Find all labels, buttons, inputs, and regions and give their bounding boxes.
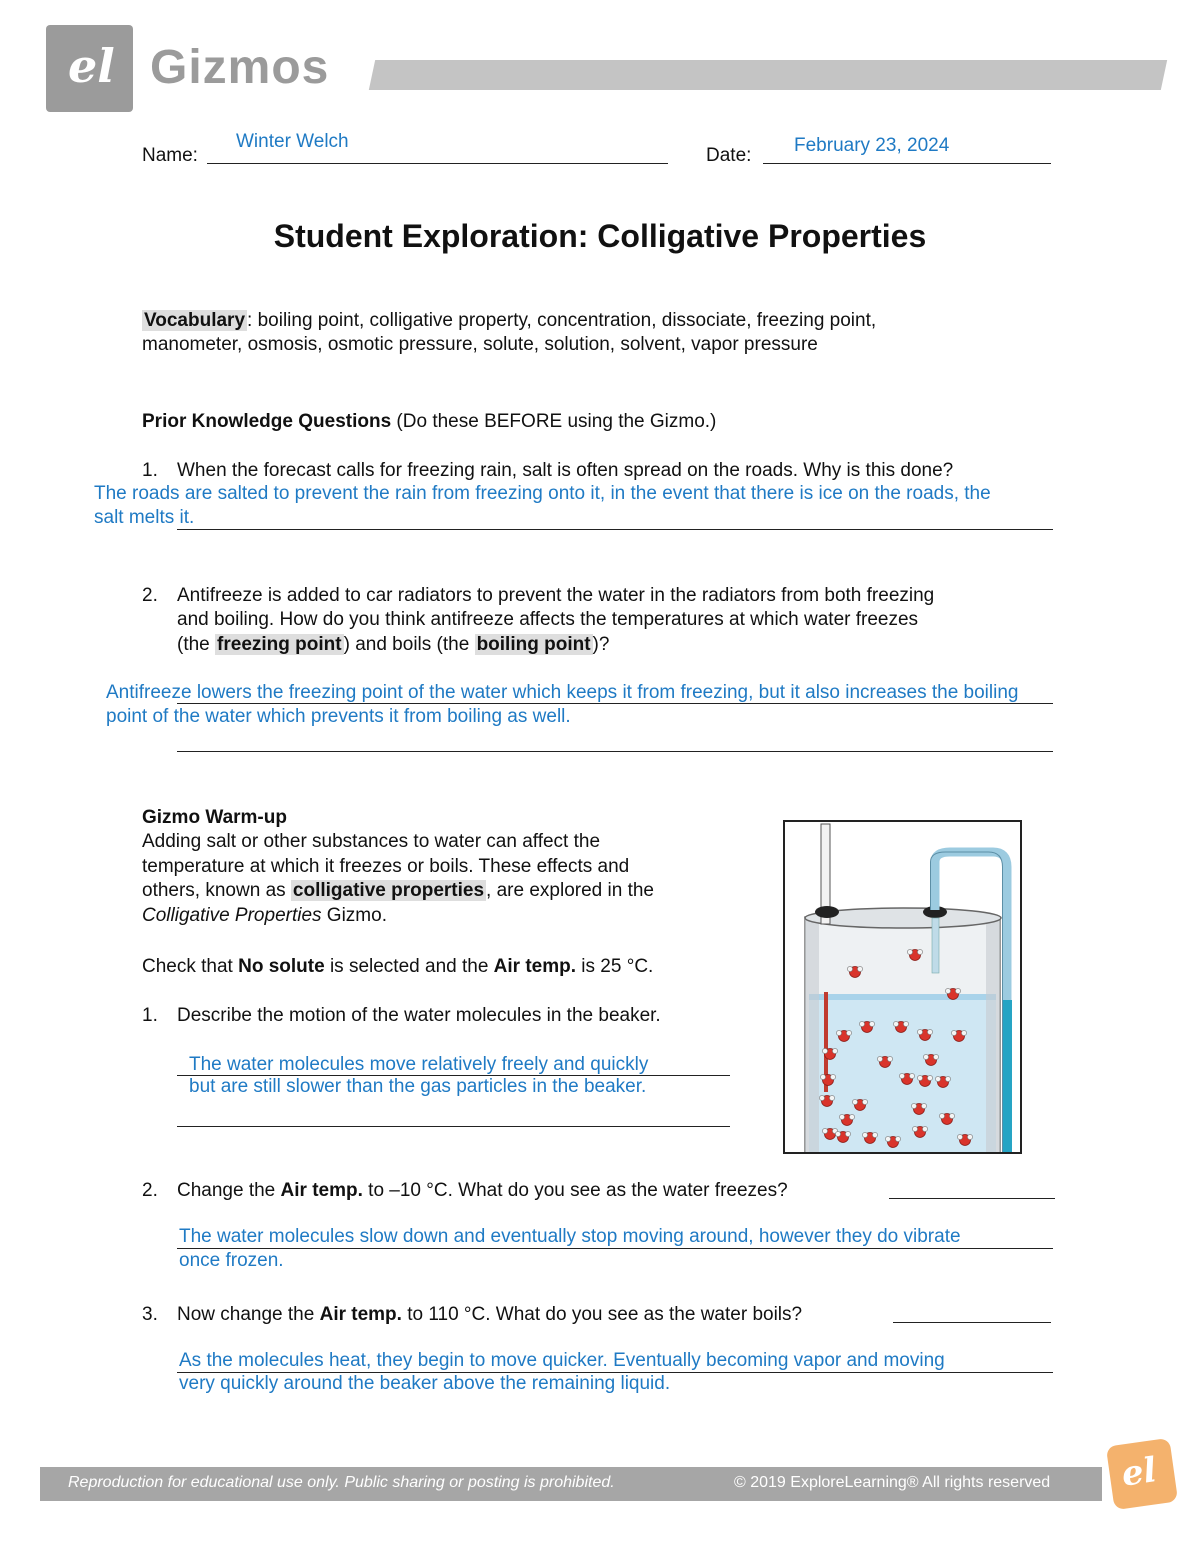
check-c: is selected and the bbox=[324, 956, 494, 977]
beaker-figure bbox=[783, 820, 1022, 1154]
no-solute-term: No solute bbox=[238, 956, 325, 977]
air-temp-term: Air temp. bbox=[493, 956, 577, 977]
footer-disclaimer: Reproduction for educational use only. Public sharing or posting is prohibited. bbox=[68, 1474, 615, 1491]
warmup-q2-number: 2. bbox=[142, 1180, 158, 1201]
warmup-q3-text bbox=[177, 1303, 802, 1327]
vocabulary-line-1 bbox=[142, 309, 876, 333]
warmup-q3-answer-line-1[interactable]: As the molecules heat, they begin to move quicker. Eventually becoming vapor and moving bbox=[179, 1350, 945, 1371]
warmup-q3-c: to 110 °C. What do you see as the water boils? bbox=[401, 1304, 803, 1325]
warmup-p3-c: , are explored in the bbox=[486, 880, 654, 901]
warmup-paragraph-line-3 bbox=[142, 879, 654, 903]
warmup-q1-answer-line-1[interactable]: The water molecules move relatively freely and quickly bbox=[189, 1054, 649, 1075]
prior-heading-note: (Do these BEFORE using the Gizmo.) bbox=[391, 411, 717, 432]
warmup-q3-inline-rule bbox=[893, 1322, 1051, 1323]
prior-q2-line-1: Antifreeze is added to car radiators to prevent the water in the radiators from both freezing bbox=[177, 585, 935, 606]
prior-q2-answer-rule-2 bbox=[177, 751, 1053, 752]
warmup-p3-a: others, known as bbox=[142, 880, 291, 901]
prior-q2-number: 2. bbox=[142, 585, 158, 606]
prior-q2-answer-rule-1 bbox=[177, 703, 1053, 704]
check-e: is 25 °C. bbox=[576, 956, 654, 977]
warmup-q2-answer-line-2[interactable]: once frozen. bbox=[179, 1250, 284, 1271]
vocabulary-label: Vocabulary bbox=[144, 310, 246, 331]
vocabulary-text: : boiling point, colligative property, concentration, dissociate, freezing point, bbox=[247, 310, 877, 331]
prior-q2-line-3-a: (the bbox=[177, 634, 216, 655]
check-a: Check that bbox=[142, 956, 239, 977]
warmup-paragraph-line-4 bbox=[142, 904, 387, 928]
warmup-q1-answer-rule-2 bbox=[177, 1126, 730, 1127]
warmup-q2-a: Change the bbox=[177, 1180, 281, 1201]
warmup-heading: Gizmo Warm-up bbox=[142, 807, 287, 828]
warmup-q3-number: 3. bbox=[142, 1304, 158, 1325]
vocabulary-line-2: manometer, osmosis, osmotic pressure, solute, solution, solvent, vapor pressure bbox=[142, 334, 818, 355]
warmup-q2-inline-rule bbox=[889, 1198, 1055, 1199]
warmup-q2-answer-line-1[interactable]: The water molecules slow down and eventually stop moving around, however they do vibrate bbox=[179, 1226, 961, 1247]
footer-logo-text: el bbox=[1119, 1450, 1159, 1495]
prior-q2-answer-line-1[interactable]: Antifreeze lowers the freezing point of the water which keeps it from freezing, but it also increases the boiling bbox=[106, 682, 1019, 703]
prior-q1-answer-line-2[interactable]: salt melts it. bbox=[94, 507, 195, 528]
warmup-q1-text: Describe the motion of the water molecules in the beaker. bbox=[177, 1005, 661, 1026]
gizmos-brand: Gizmos bbox=[150, 41, 330, 94]
header-bar bbox=[369, 60, 1167, 90]
warmup-p4-b: Gizmo. bbox=[321, 905, 387, 926]
prior-q1-number: 1. bbox=[142, 460, 158, 481]
warmup-q2-air-temp: Air temp. bbox=[280, 1180, 363, 1201]
name-label: Name: bbox=[142, 145, 198, 166]
warmup-q3-air-temp: Air temp. bbox=[319, 1304, 402, 1325]
warmup-q2-text bbox=[177, 1179, 788, 1203]
warmup-q2-c: to –10 °C. What do you see as the water freezes? bbox=[362, 1180, 788, 1201]
prior-q2-line-3-e: )? bbox=[592, 634, 610, 655]
prior-q1-answer-rule bbox=[177, 529, 1053, 530]
logo-text: el bbox=[68, 39, 115, 93]
prior-q1-answer-line-1[interactable]: The roads are salted to prevent the rain from freezing onto it, in the event that there is ice on the roads, the bbox=[94, 483, 991, 504]
warmup-q2-answer-rule bbox=[177, 1248, 1053, 1249]
warmup-q3-answer-line-2[interactable]: very quickly around the beaker above the remaining liquid. bbox=[179, 1373, 671, 1394]
colligative-properties-term: colligative properties bbox=[292, 880, 485, 901]
prior-q2-answer-line-2[interactable]: point of the water which prevents it from boiling as well. bbox=[106, 706, 571, 727]
boiling-point-term: boiling point bbox=[476, 634, 591, 655]
prior-q1-text: When the forecast calls for freezing rain, salt is often spread on the roads. Why is this done? bbox=[177, 460, 954, 481]
prior-knowledge-heading bbox=[142, 410, 716, 434]
prior-q2-line-3-c: ) and boils (the bbox=[343, 634, 475, 655]
name-field[interactable]: Winter Welch bbox=[236, 131, 349, 152]
explorelearning-logo bbox=[46, 25, 133, 112]
page-title: Student Exploration: Colligative Properties bbox=[273, 218, 927, 254]
name-line bbox=[207, 163, 668, 164]
check-instruction bbox=[142, 955, 653, 979]
prior-q2-line-2: and boiling. How do you think antifreeze affects the temperatures at which water freezes bbox=[177, 609, 919, 630]
beaker-illustration bbox=[785, 822, 1020, 1152]
warmup-q1-answer-line-2[interactable]: but are still slower than the gas particles in the beaker. bbox=[189, 1076, 647, 1097]
date-label: Date: bbox=[706, 145, 752, 166]
prior-q2-line-3 bbox=[177, 633, 609, 657]
warmup-q1-number: 1. bbox=[142, 1005, 158, 1026]
prior-heading-text: Prior Knowledge Questions bbox=[142, 411, 392, 432]
warmup-paragraph-line-1: Adding salt or other substances to water can affect the bbox=[142, 831, 601, 852]
warmup-paragraph-line-2: temperature at which it freezes or boils. These effects and bbox=[142, 856, 630, 877]
footer-copyright: © 2019 ExploreLearning® All rights reserved bbox=[734, 1474, 1051, 1491]
date-line bbox=[763, 163, 1051, 164]
freezing-point-term: freezing point bbox=[217, 634, 342, 655]
gizmo-name: Colligative Properties bbox=[142, 905, 322, 926]
warmup-q3-a: Now change the bbox=[177, 1304, 320, 1325]
footer-logo bbox=[1106, 1438, 1178, 1510]
date-field[interactable]: February 23, 2024 bbox=[794, 135, 950, 156]
